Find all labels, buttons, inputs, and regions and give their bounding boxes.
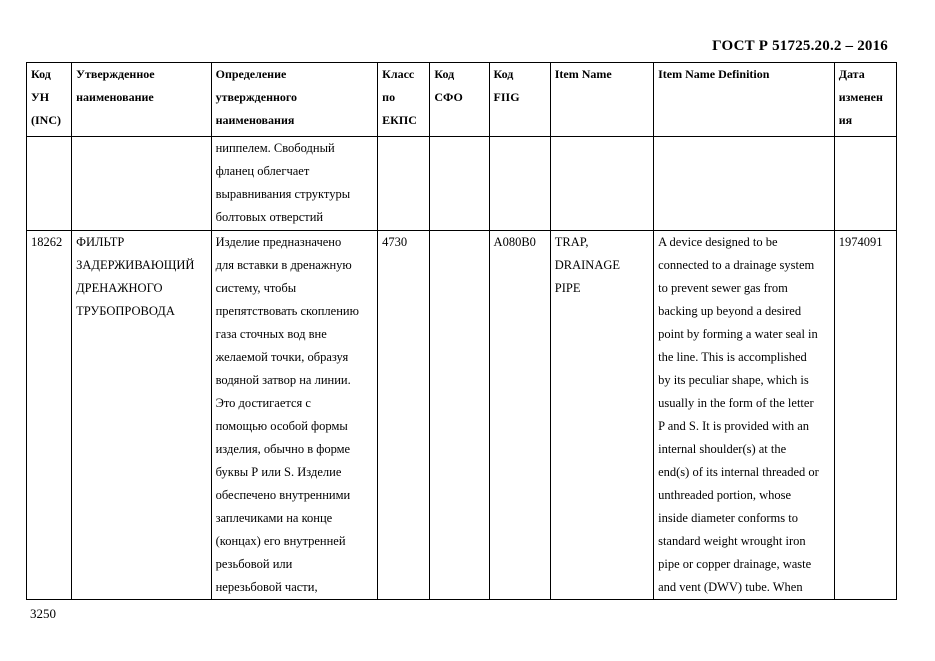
col-header-item-name-definition: Item Name Definition [654, 63, 835, 137]
cell-ekps-class [378, 137, 430, 231]
cell-inc: 18262 [27, 231, 72, 600]
cell-approved-name: ФИЛЬТР ЗАДЕРЖИВАЮЩИЙ ДРЕНАЖНОГО ТРУБОПРОВОДА [72, 231, 211, 600]
cell-fiig-code [489, 137, 550, 231]
cell-ekps-class: 4730 [378, 231, 430, 600]
cell-item-name-definition: A device designed to be connected to a drainage system to prevent sewer gas from backing up beyond a desired point by forming a water seal in the line. This is accomplished by its peculiar shape, which is usually in the form of the letter P and S. It is provided with an internal shoulder(s) at the end(s) of its internal threaded or unthreaded portion, whose inside diameter conforms to standard weight wrought iron pipe or copper drainage, waste and vent (DWV) tube. When [654, 231, 835, 600]
item-names-table [26, 62, 897, 600]
cell-definition: ниппелем. Свободный фланец облегчает выравнивания структуры болтовых отверстий [211, 137, 378, 231]
cell-inc [27, 137, 72, 231]
cell-definition: Изделие предназначено для вставки в дренажную систему, чтобы препятствовать скоплению газа сточных вод вне желаемой точки, образуя водяной затвор на линии. Это достигается с помощью особой формы изделия, обычно в форме буквы Р или S. Изделие обеспечено внутренними заплечиками на конце (концах) его внутренней резьбовой или нерезьбовой части, [211, 231, 378, 600]
col-header-sfo-code: Код СФО [430, 63, 489, 137]
cell-approved-name [72, 137, 211, 231]
document-standard-header: ГОСТ Р 51725.20.2 – 2016 [712, 38, 888, 54]
col-header-fiig-code: Код FIIG [489, 63, 550, 137]
col-header-item-name: Item Name [550, 63, 653, 137]
cell-fiig-code: A080B0 [489, 231, 550, 600]
cell-change-date [834, 137, 896, 231]
page-number: 3250 [30, 606, 56, 621]
col-header-definition: Определение утвержденного наименования [211, 63, 378, 137]
col-header-change-date: Дата изменен ия [834, 63, 896, 137]
cell-change-date: 1974091 [834, 231, 896, 600]
table-row [27, 231, 897, 600]
cell-item-name-definition [654, 137, 835, 231]
col-header-inc: Код УН (INC) [27, 63, 72, 137]
col-header-ekps-class: Класс по ЕКПС [378, 63, 430, 137]
cell-item-name [550, 137, 653, 231]
cell-sfo-code [430, 231, 489, 600]
col-header-approved-name: Утвержденное наименование [72, 63, 211, 137]
cell-item-name: TRAP, DRAINAGE PIPE [550, 231, 653, 600]
cell-sfo-code [430, 137, 489, 231]
table-header-row [27, 63, 897, 137]
table-row [27, 137, 897, 231]
